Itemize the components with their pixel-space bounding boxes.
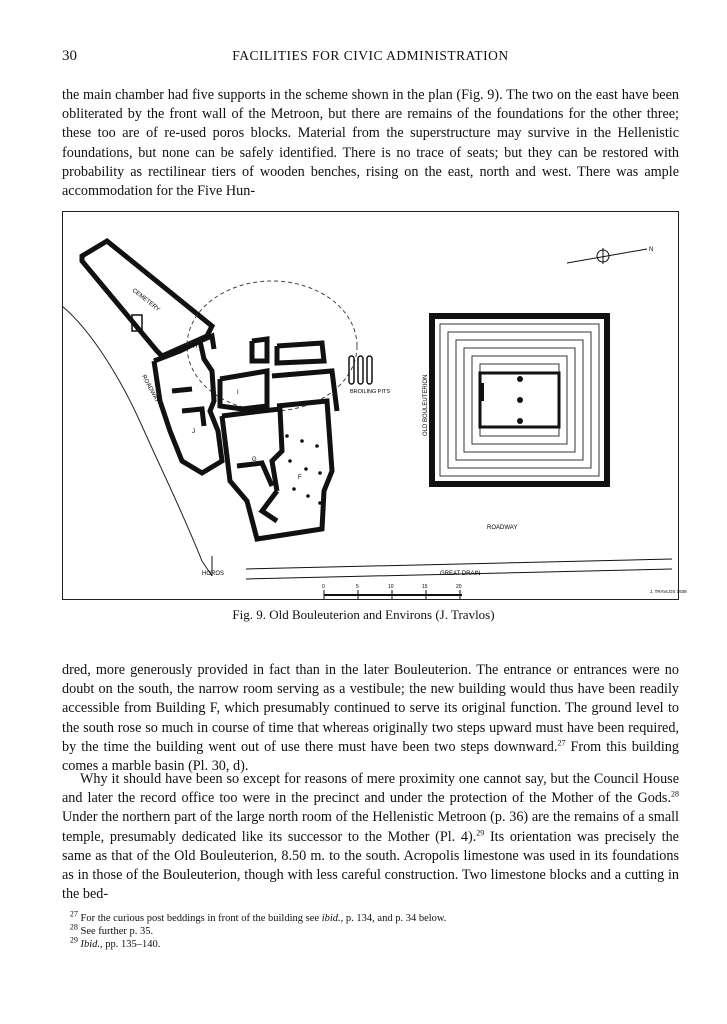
scale-tick-20: 20 [456, 584, 462, 590]
label-room-h: H [193, 344, 198, 350]
label-room-g: G [252, 457, 257, 463]
footnote-ref-27: 27 [557, 738, 566, 748]
scale-tick-0: 0 [322, 584, 325, 590]
footnote-27: $^{27}$ For the curious post beddings in front of the building see ibid., p. 134, and p. 34 below. [69, 909, 447, 924]
label-roadway-left: ROADWAY [140, 374, 160, 404]
plan-drawing [62, 211, 687, 600]
footnote-ref-29: 29 [476, 827, 485, 837]
footnote-ref-28: 28 [671, 789, 679, 799]
label-cemetery: CEMETERY [130, 287, 161, 314]
paragraph-3: Why it should have been so except for reasons of mere proximity one cannot say, but the Council House and later the record office too were in the precinct and under the protection of the Mother of the Gods.$^{28}$ Under the northern part of the large north room of the Hellenistic Metroon (p. 36) are the remains of a small temple, presumably dedicated like its successor to the Mother (Pl. 4).$^{29}$ Its orientation was precisely the same as that of the Old Bouleuterion, 8.50 m. to the south. Acropolis limestone was used in its foundations as in those of the Bouleuterion, though with less careful construction. Two limestone blocks and a cutting in the bed- [62, 771, 679, 903]
paragraph-1: the main chamber had five supports in the scheme shown in the plan (Fig. 9). The two on the east have been obliterated by the front wall of the Metroon, but there are remains of the foundations for the other three; these too are of re-used poros blocks. Material from the superstructure may survive in the Hellenistic foundations, but none can be safely identified. There is no trace of seats; but they can be restored with probability as rectilinear tiers of wooden benches, rising on the east, north and west. There was ample accommodation for the Five Hun- [62, 87, 679, 200]
paragraph-2: dred, more generously provided in fact than in the later Bouleuterion. The entrance or entrances were no doubt on the south, the narrow room serving as a vestibule; the new building would thus have been readily accessible from Building F, which presumably continued to serve its original function. The ground level to the south rose so much in course of time that whereas originally two steps upward must have been required, by the time the building went out of use there must have been two steps downward.$^{27}$ From this building comes a marble basin (Pl. 30, d). [62, 662, 679, 775]
footnote-29: $^{29}$ Ibid., pp. 135–140. [69, 935, 161, 950]
label-broiling-pits: BROILING PITS [350, 389, 391, 395]
label-horos: HOROS [202, 571, 225, 577]
label-north: N [649, 247, 654, 253]
label-room-i: I [237, 390, 239, 396]
scale-tick-5: 5 [356, 584, 359, 590]
figure-caption: Fig. 9. Old Bouleuterion and Environs (J. Travlos) [232, 607, 495, 622]
label-roadway-bottom: ROADWAY [487, 525, 518, 531]
page-number: 30 [62, 48, 77, 64]
label-signature: J. TRAVLOS 1939 [650, 589, 687, 594]
scale-tick-15: 15 [422, 584, 428, 590]
label-old-bouleuterion: OLD BOULEUTERION [423, 374, 429, 436]
scale-tick-10: 10 [388, 584, 394, 590]
page-header [62, 48, 679, 68]
running-title: FACILITIES FOR CIVIC ADMINISTRATION [232, 48, 509, 63]
footnote-28: $^{28}$ See further p. 35. [69, 922, 154, 937]
label-great-drain: GREAT DRAIN [440, 571, 481, 577]
label-room-f: F [298, 475, 302, 481]
figure-plan [62, 211, 687, 600]
footnotes [62, 909, 679, 951]
label-room-j: J [192, 429, 195, 435]
